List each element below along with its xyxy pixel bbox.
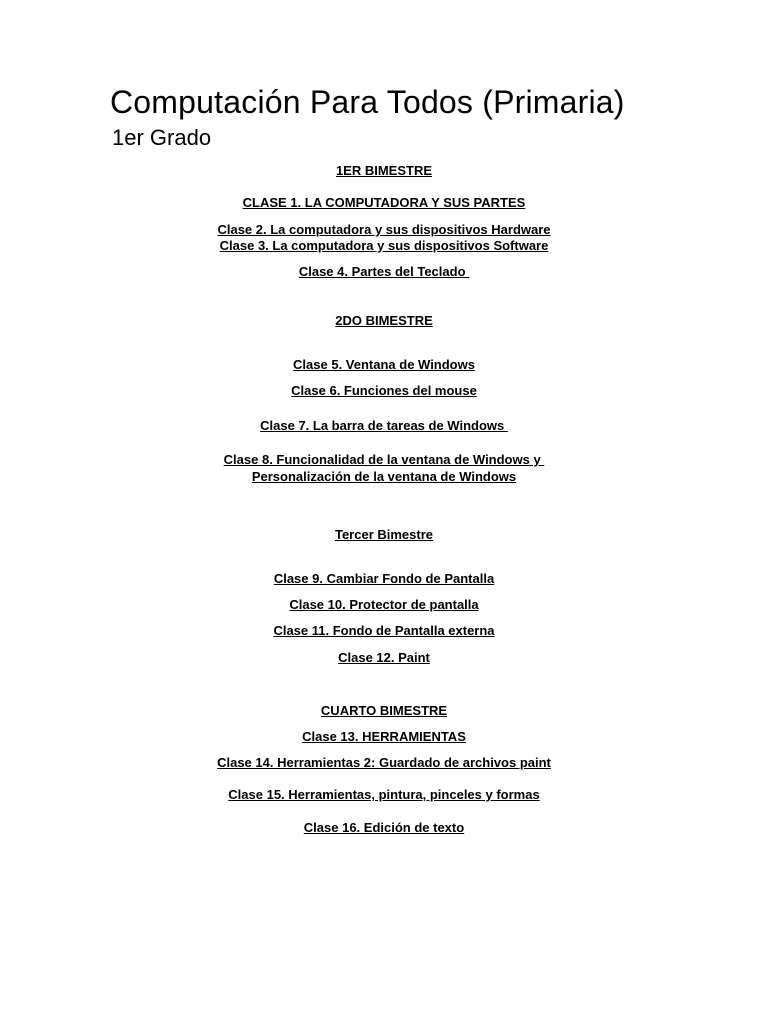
lesson-clase-8-line-1: Clase 8. Funcionalidad de la ventana de Windows y xyxy=(223,452,545,467)
grade-subtitle: 1er Grado xyxy=(112,125,212,150)
lesson-clase-15: Clase 15. Herramientas, pintura, pinceles y formas xyxy=(228,787,540,802)
lesson-clase-16: Clase 16. Edición de texto xyxy=(303,820,465,835)
lesson-clase-13: Clase 13. HERRAMIENTAS xyxy=(302,729,466,744)
lesson-clase-10: Clase 10. Protector de pantalla xyxy=(289,597,479,612)
lesson-clase-2: Clase 2. La computadora y sus dispositivos Hardware xyxy=(217,222,551,237)
section-heading-cuarto-bimestre: CUARTO BIMESTRE xyxy=(320,703,448,718)
section-heading-tercer-bimestre: Tercer Bimestre xyxy=(334,527,434,542)
lesson-clase-5: Clase 5. Ventana de Windows xyxy=(293,357,475,372)
document-title: Computación Para Todos (Primaria) xyxy=(110,84,625,120)
lesson-clase-6: Clase 6. Funciones del mouse xyxy=(291,383,477,398)
section-heading-2do-bimestre: 2DO BIMESTRE xyxy=(335,313,433,328)
lesson-clase-4: Clase 4. Partes del Teclado xyxy=(298,264,470,279)
lesson-clase-12: Clase 12. Paint xyxy=(338,650,430,665)
lesson-clase-9: Clase 9. Cambiar Fondo de Pantalla xyxy=(273,571,495,586)
lesson-clase-11: Clase 11. Fondo de Pantalla externa xyxy=(273,623,495,638)
lesson-clase-14: Clase 14. Herramientas 2: Guardado de archivos paint xyxy=(217,755,551,770)
lesson-clase-8-line-2: Personalización de la ventana de Windows xyxy=(251,469,517,484)
lesson-clase-1: CLASE 1. LA COMPUTADORA Y SUS PARTES xyxy=(242,195,526,210)
section-heading-1er-bimestre: 1ER BIMESTRE xyxy=(335,163,433,178)
lesson-clase-7: Clase 7. La barra de tareas de Windows xyxy=(260,418,508,433)
lesson-clase-3: Clase 3. La computadora y sus dispositivos Software xyxy=(219,238,549,253)
